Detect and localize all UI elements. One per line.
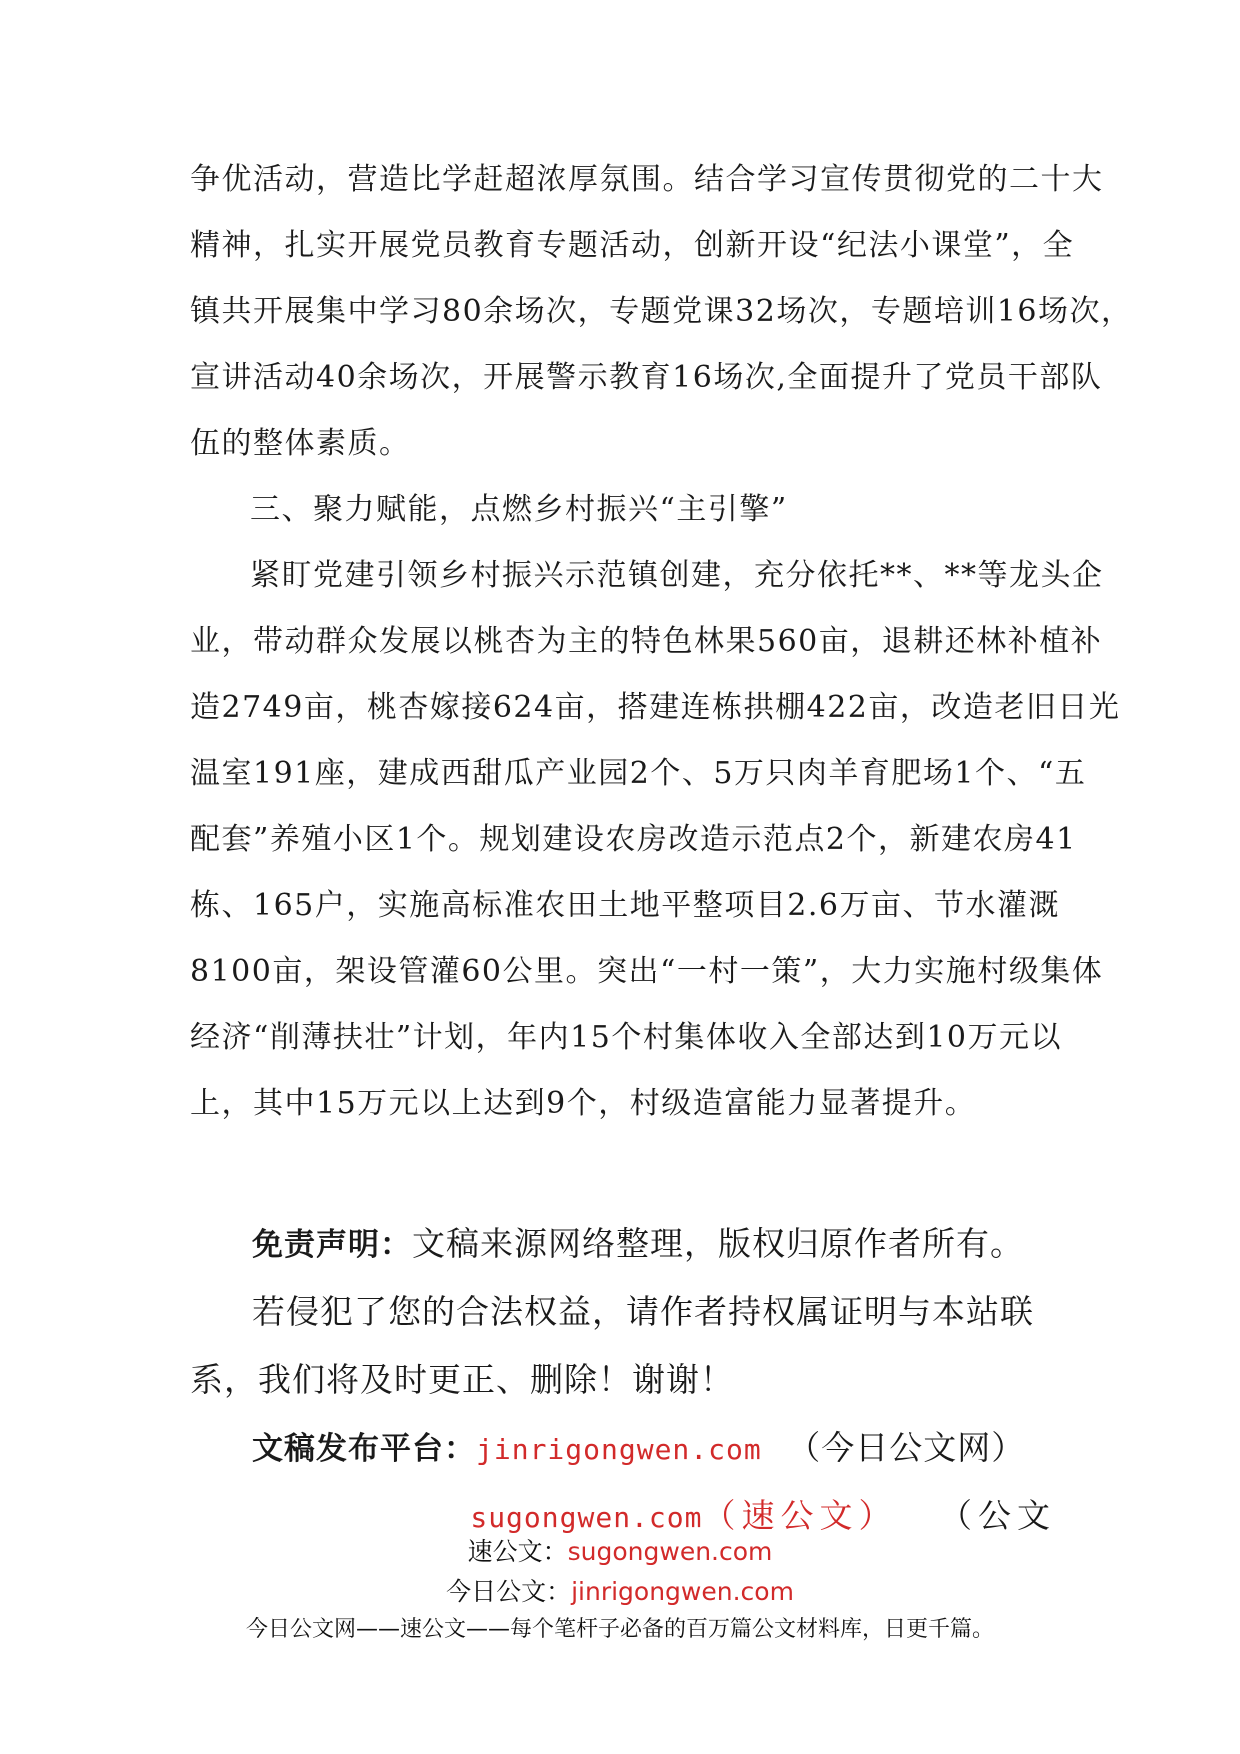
- footer: [0, 1532, 1240, 1648]
- platform-line: [190, 1414, 1056, 1482]
- paragraph-line: 上，其中15万元以上达到9个，村级造富能力显著提升。: [190, 1086, 977, 1121]
- paragraph-line: 栋、165户，实施高标准农田土地平整项目2.6万亩、节水灌溉: [190, 888, 1060, 923]
- platform-name: （今日公文网）: [787, 1428, 1026, 1467]
- disclaimer-block: [190, 1210, 1056, 1550]
- paragraph-line: 8100亩，架设管灌60公里。突出“一村一策”，大力实施村级集体: [190, 954, 1104, 989]
- paragraph-line: 造2749亩，桃杏嫁接624亩，搭建连栋拱棚422亩，改造老旧日光: [190, 690, 1121, 725]
- disclaimer-text: 文稿来源网络整理，版权归原作者所有。: [412, 1224, 1024, 1263]
- paragraph-line: 经济“削薄扶壮”计划，年内15个村集体收入全部达到10万元以: [190, 1020, 1063, 1055]
- footer-link[interactable]: jinrigongwen.com: [571, 1577, 794, 1606]
- footer-link[interactable]: sugongwen.com: [567, 1537, 773, 1566]
- sugongwen-link[interactable]: sugongwen.com: [470, 1501, 703, 1534]
- platform-link[interactable]: jinrigongwen.com: [476, 1433, 762, 1466]
- footer-line-jinrigongwen: [0, 1572, 1240, 1612]
- disclaimer-line: 系，我们将及时更正、删除！谢谢！: [190, 1360, 734, 1399]
- disclaimer-line: [190, 1210, 1056, 1278]
- paragraph-line: 温室191座，建成西甜瓜产业园2个、5万只肉羊育肥场1个、“五: [190, 756, 1087, 791]
- disclaimer-line: 若侵犯了您的合法权益，请作者持权属证明与本站联: [252, 1292, 1034, 1331]
- footer-slogan: 今日公文网——速公文——每个笔杆子必备的百万篇公文材料库，日更千篇。: [245, 1617, 994, 1642]
- line-tail: （公文: [939, 1496, 1056, 1535]
- body-text: [190, 147, 1133, 1137]
- section-heading: 三、聚力赋能，点燃乡村振兴“主引擎”: [250, 492, 788, 527]
- disclaimer-label: 免责声明：: [252, 1227, 412, 1263]
- footer-label: 速公文：: [467, 1537, 568, 1566]
- paragraph-line: 配套”养殖小区1个。规划建设农房改造示范点2个，新建农房41: [190, 822, 1077, 857]
- footer-label: 今日公文：: [446, 1577, 572, 1606]
- platform-label: 文稿发布平台：: [252, 1431, 476, 1467]
- paragraph-line: 紧盯党建引领乡村振兴示范镇创建，充分依托**、**等龙头企: [250, 558, 1104, 593]
- footer-line-sugongwen: [0, 1532, 1240, 1572]
- paragraph-line: 镇共开展集中学习80余场次，专题党课32场次，专题培训16场次，: [190, 294, 1133, 329]
- paragraph-line: 争优活动，营造比学赶超浓厚氛围。结合学习宣传贯彻党的二十大: [190, 162, 1104, 197]
- paragraph-line: 精神，扎实开展党员教育专题活动，创新开设“纪法小课堂”，全: [190, 228, 1075, 263]
- paragraph-line: 业，带动群众发展以桃杏为主的特色林果560亩，退耕还林补植补: [190, 624, 1103, 659]
- paragraph-line: 伍的整体素质。: [190, 426, 411, 461]
- sugongwen-name: （速公文）: [702, 1496, 898, 1535]
- paragraph-line: 宣讲活动40余场次，开展警示教育16场次,全面提升了党员干部队: [190, 360, 1103, 395]
